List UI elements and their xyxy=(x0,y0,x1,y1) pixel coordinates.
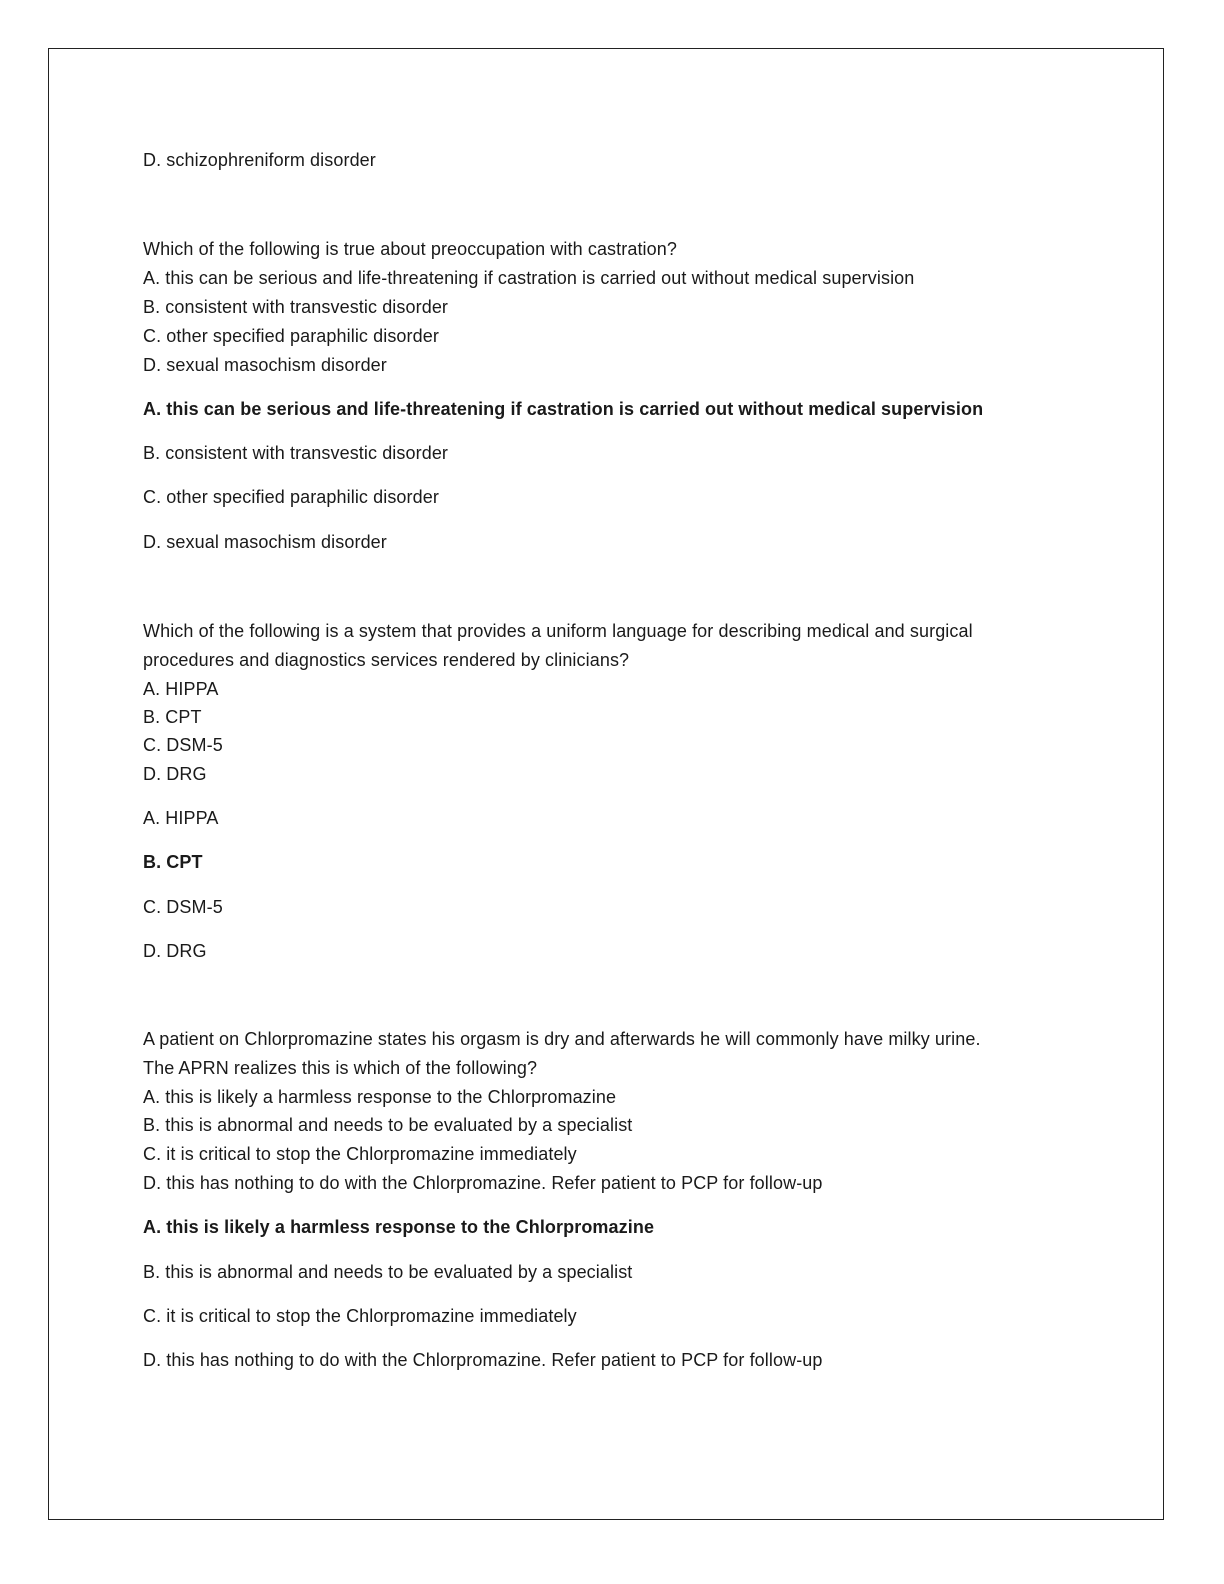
question-2-answer-c: C. DSM-5 xyxy=(143,897,223,917)
question-3-option-b: B. this is abnormal and needs to be evaluated by a specialist xyxy=(143,1115,633,1135)
question-1-answer-c: C. other specified paraphilic disorder xyxy=(143,487,439,507)
question-1-answer-a-correct: A. this can be serious and life-threatening if castration is carried out without medical supervision xyxy=(143,399,984,419)
question-2-answer-d: D. DRG xyxy=(143,941,207,961)
question-2-option-b: B. CPT xyxy=(143,707,202,727)
question-1-answer-b: B. consistent with transvestic disorder xyxy=(143,443,449,463)
question-3-option-a: A. this is likely a harmless response to the Chlorpromazine xyxy=(143,1087,617,1107)
question-2-option-c: C. DSM-5 xyxy=(143,735,223,755)
question-2-answer-b-correct: B. CPT xyxy=(143,852,203,872)
question-3-option-c: C. it is critical to stop the Chlorpromazine immediately xyxy=(143,1144,577,1164)
question-1-option-a: A. this can be serious and life-threatening if castration is carried out without medical supervision xyxy=(143,268,915,288)
prior-option-d: D. schizophreniform disorder xyxy=(143,150,376,170)
question-3-stem-line-2: The APRN realizes this is which of the following? xyxy=(143,1058,538,1078)
question-2-stem-line-2: procedures and diagnostics services rendered by clinicians? xyxy=(143,650,630,670)
question-1-option-b: B. consistent with transvestic disorder xyxy=(143,297,449,317)
question-1-stem: Which of the following is true about preoccupation with castration? xyxy=(143,239,677,259)
question-1-answer-d: D. sexual masochism disorder xyxy=(143,532,387,552)
question-3-stem-line-1: A patient on Chlorpromazine states his orgasm is dry and afterwards he will commonly have milky urine. xyxy=(143,1029,981,1049)
question-2-stem-line-1: Which of the following is a system that provides a uniform language for describing medical and surgical xyxy=(143,621,973,641)
question-3-answer-a-correct: A. this is likely a harmless response to the Chlorpromazine xyxy=(143,1217,655,1237)
question-2-answer-a: A. HIPPA xyxy=(143,808,219,828)
question-3-answer-d: D. this has nothing to do with the Chlorpromazine. Refer patient to PCP for follow-up xyxy=(143,1350,823,1370)
question-3-option-d: D. this has nothing to do with the Chlorpromazine. Refer patient to PCP for follow-up xyxy=(143,1173,823,1193)
question-2-option-d: D. DRG xyxy=(143,764,207,784)
question-2-option-a: A. HIPPA xyxy=(143,679,219,699)
question-3-answer-c: C. it is critical to stop the Chlorpromazine immediately xyxy=(143,1306,577,1326)
question-1-option-d: D. sexual masochism disorder xyxy=(143,355,387,375)
question-1-option-c: C. other specified paraphilic disorder xyxy=(143,326,439,346)
question-3-answer-b: B. this is abnormal and needs to be evaluated by a specialist xyxy=(143,1262,633,1282)
